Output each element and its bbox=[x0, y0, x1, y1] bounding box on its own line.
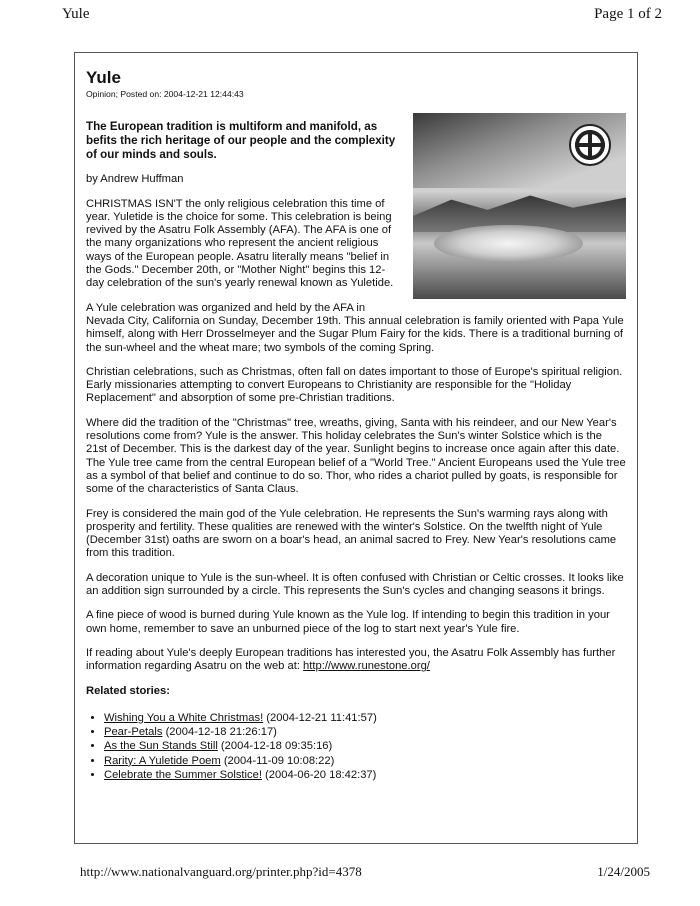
print-footer-url: http://www.nationalvanguard.org/printer.php?id=4378 bbox=[80, 864, 362, 879]
article-photo bbox=[413, 113, 626, 299]
runestone-link[interactable]: http://www.runestone.org/ bbox=[303, 660, 430, 673]
print-header-page: Page 1 of 2 bbox=[594, 6, 662, 22]
related-link[interactable]: Rarity: A Yuletide Poem bbox=[104, 754, 221, 767]
article-paragraph: A Yule celebration was organized and held by the AFA in Nevada City, California on Sunday, December 19th. This annual celebration is family oriented with Papa Yule himself, along with Herr Drosselmeyer and the Sugar Plum Fairy for the kids. There is a traditional burning of the sun-wheel and the wheat mare; two symbols of the coming Spring. bbox=[86, 301, 624, 354]
photo-water bbox=[434, 225, 583, 262]
article-paragraph: Where did the tradition of the "Christmas" tree, wreaths, giving, Santa with his reindeer, and our New Year's resolutions come from? Yule is the answer. This holiday celebrates the Sun's winter Solstice which is the 21st of December. This is the darkest day of the year. Sunlight begins to increase once again after this date. The Yule tree came from the central European belief of a "World Tree." Ancient Europeans used the Yule tree as a symbol of that belief and continue to do so. Thor, who rides a chariot pulled by goats, is responsible for some of the characteristics of Santa Claus. bbox=[86, 416, 626, 496]
related-item bbox=[104, 740, 626, 753]
article-closing bbox=[86, 647, 626, 674]
related-link[interactable]: Pear-Petals bbox=[104, 726, 163, 739]
article-paragraph: A decoration unique to Yule is the sun-wheel. It is often confused with Christian or Celtic crosses. It looks like an addition sign surrounded by a circle. This represents the Sun's cycles and changing seasons it brings. bbox=[86, 571, 624, 598]
related-link[interactable]: Wishing You a White Christmas! bbox=[104, 711, 264, 724]
related-item bbox=[104, 726, 626, 739]
related-date: (2004-12-18 09:35:16) bbox=[220, 740, 333, 753]
article-byline: by Andrew Huffman bbox=[86, 173, 184, 186]
article-paragraph: Frey is considered the main god of the Yule celebration. He represents the Sun's warming rays along with prosperity and fertility. These qualities are renewed with the winter's Solstice. On the twelfth night of Yule (December 31st) oaths are sworn on a boar's head, an animal sacred to Frey. New Year's resolutions came from this tradition. bbox=[86, 507, 617, 560]
related-list bbox=[86, 712, 626, 782]
article-meta: Opinion; Posted on: 2004-12-21 12:44:43 bbox=[86, 89, 244, 99]
related-link[interactable]: As the Sun Stands Still bbox=[104, 740, 218, 753]
related-item bbox=[104, 755, 626, 768]
article-lead: The European tradition is multiform and manifold, as befits the rich heritage of our people and the complexity of our minds and souls. bbox=[86, 120, 396, 162]
article-paragraph: CHRISTMAS ISN'T the only religious celebration this time of year. Yuletide is the choice for some. This celebration is being revived by the Asatru Folk Assembly (AFA). The AFA is one of the many organizations who represent the ancient religious ways of the European people. Asatru literally means "belief in the Gods." December 20th, or "Mother Night" begins this 12-day celebration of the sun's yearly renewal known as Yuletide. bbox=[86, 197, 394, 290]
related-date: (2004-11-09 10:08:22) bbox=[223, 754, 335, 767]
related-date: (2004-12-21 11:41:57) bbox=[266, 711, 377, 724]
article-content bbox=[86, 68, 626, 783]
related-date: (2004-06-20 18:42:37) bbox=[265, 768, 377, 781]
print-header-title: Yule bbox=[62, 6, 90, 22]
closing-text: If reading about Yule's deeply European traditions has interested you, the Asatru Folk Assembly has further information regarding Asatru on the web at: bbox=[86, 646, 616, 673]
related-date: (2004-12-18 21:26:17) bbox=[165, 726, 277, 739]
related-item bbox=[104, 769, 626, 782]
article-paragraph: A fine piece of wood is burned during Yule known as the Yule log. If intending to begin this tradition in your own home, remember to save an unburned piece of the log to start next year's Yule fire. bbox=[86, 609, 610, 635]
related-link[interactable]: Celebrate the Summer Solstice! bbox=[104, 768, 262, 781]
article-title: Yule bbox=[86, 68, 121, 87]
sun-wheel-icon bbox=[568, 123, 612, 167]
article-paragraph: Christian celebrations, such as Christmas, often fall on dates important to those of Europe's spiritual religion. Early missionaries attempting to convert Europeans to Christianity are responsible for the "Holiday Replacement" and absorption of some pre-Christian traditions. bbox=[86, 365, 623, 405]
print-footer-date: 1/24/2005 bbox=[597, 864, 650, 879]
related-heading: Related stories: bbox=[86, 684, 170, 697]
related-item bbox=[104, 712, 626, 725]
